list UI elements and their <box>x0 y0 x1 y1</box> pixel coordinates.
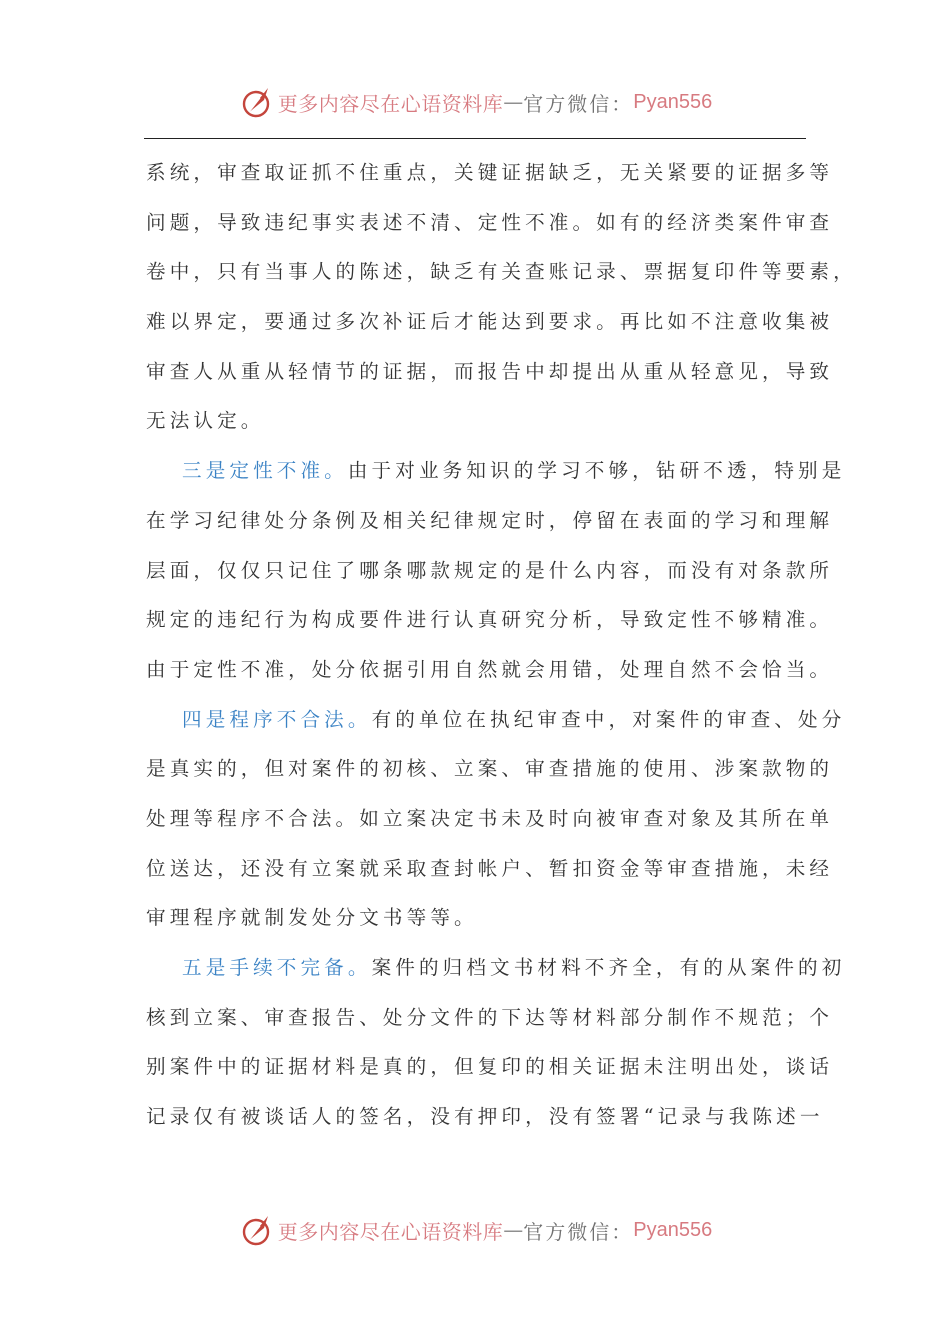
wechat-id: Pyan556 <box>633 1218 713 1241</box>
footer-banner <box>0 1210 950 1250</box>
body-line: 问题，导致违纪事实表述不清、定性不准。如有的经济类案件审查 <box>146 210 834 234</box>
paragraph-3-heading: 三是定性不准。 <box>182 459 348 483</box>
quill-logo-icon <box>238 1212 274 1248</box>
header-banner <box>0 82 950 122</box>
paragraph-4-heading: 四是程序不合法。 <box>182 707 372 731</box>
body-line: 难以界定，要通过多次补证后才能达到要求。再比如不注意收集被 <box>146 310 834 334</box>
body-line: 记录仅有被谈话人的签名，没有押印，没有签署“记录与我陈述一 <box>146 1105 824 1129</box>
body-line: 系统，审查取证抓不住重点，关键证据缺乏，无关紧要的证据多等 <box>146 161 834 184</box>
body-line: 别案件中的证据材料是真的，但复印的相关证据未注明出处，谈话 <box>146 1055 834 1079</box>
body-line: 处理等程序不合法。如立案决定书未及时向被审查对象及其所在单 <box>146 806 834 830</box>
banner-separator: — <box>503 1218 524 1242</box>
paragraph-4-text: 有的单位在执纪审查中，对案件的审查、处分 <box>371 707 846 731</box>
body-line: 核到立案、审查报告、处分文件的下达等材料部分制作不规范；个 <box>146 1005 834 1029</box>
body-line: 卷中，只有当事人的陈述，缺乏有关查账记录、票据复印件等要素， <box>146 260 857 284</box>
paragraph-4-first-line <box>146 695 846 745</box>
body-line: 无法认定。 <box>146 409 265 433</box>
banner-text: 更多内容尽在心语资料库 <box>277 91 504 116</box>
paragraph-3-first-line <box>146 446 846 496</box>
body-line: 在学习纪律处分条例及相关纪律规定时，停留在表面的学习和理解 <box>146 508 834 532</box>
document-body <box>146 148 857 1142</box>
body-line: 由于定性不准，处分依据引用自然就会用错，处理自然不会恰当。 <box>146 657 834 681</box>
body-line: 规定的违纪行为构成要件进行认真研究分析，导致定性不够精准。 <box>146 608 834 632</box>
banner-text: 更多内容尽在心语资料库 <box>277 1219 504 1244</box>
header-rule <box>144 138 806 139</box>
body-line: 层面，仅仅只记住了哪条哪款规定的是什么内容，而没有对条款所 <box>146 558 834 582</box>
wechat-label: 官方微信： <box>523 91 634 116</box>
quill-logo-icon <box>238 84 274 120</box>
wechat-id: Pyan556 <box>633 90 713 113</box>
paragraph-5-heading: 五是手续不完备。 <box>182 956 372 979</box>
body-line: 审理程序就制发处分文书等等。 <box>146 906 478 930</box>
wechat-label: 官方微信： <box>523 1219 634 1244</box>
paragraph-3-text: 由于对业务知识的学习不够，钻研不透，特别是 <box>347 459 846 483</box>
paragraph-5-text: 案件的归档文书材料不齐全，有的从案件的初 <box>371 956 846 979</box>
banner-separator: — <box>503 90 524 114</box>
body-line: 审查人从重从轻情节的证据，而报告中却提出从重从轻意见，导致 <box>146 359 834 383</box>
paragraph-5-first-line <box>146 943 846 993</box>
body-line: 位送达，还没有立案就采取查封帐户、暂扣资金等审查措施，未经 <box>146 856 834 880</box>
body-line: 是真实的，但对案件的初核、立案、审查措施的使用、涉案款物的 <box>146 757 834 781</box>
